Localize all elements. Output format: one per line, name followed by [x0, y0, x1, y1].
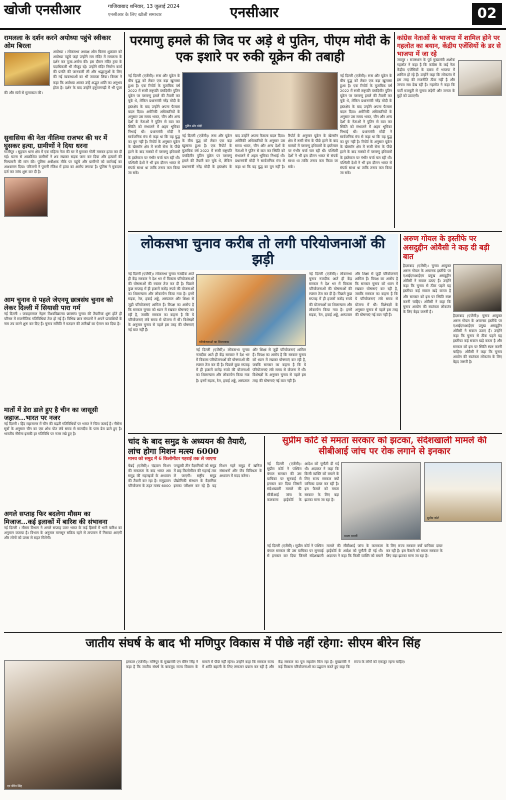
story-headline: जातीय संघर्ष के बाद भी मणिपुर विकास में पीछे नहीं रहेगा: सीएम बीरेन सिंह [85, 636, 421, 650]
story-headline: चांद के बाद समुद्र के अध्ययन की तैयारी, लांच होगा मिशन मत्स्य 6000 [128, 436, 247, 456]
story-birla [4, 34, 122, 132]
story-body: गाजीपुर । सुहवल थाना क्षेत्र में एक महिला नेता की घर में घुसकर गोली मारकर हत्या कर दी गई। घटना से आक्रोशित ग्रामीणों ने शव रखकर सड़क जाम कर दिया और हत्यारों की गिरफ्तारी की मांग की। पुलिस अधीक्षक मौके पर पहुंचे और ग्रामीणों को कार्रवाई का आश्वासन दिया। परिजनों ने पुरानी रंजिश में हत्या का आरोप लगाया है। पुलिस ने मुकदमा दर्ज कर जांच शुरू कर दी है। [4, 150, 122, 175]
story-body-cont: नई दिल्ली (एजेंसी)। सुप्रीम कोर्ट ने पश्चिम बंगाल सरकार की उस याचिका पर सुनवाई से इनकार कर दिया जिसमें संदेशखाली मामले की सीबीआई जांच के कलकत्ता हाईकोर्ट के आदेश को चुनौती दी गई थी। अदालत ने कहा कि किसी व्यक्ति को बचाने के लिए राज्य सरकार क्यों याचिका दायर कर रही है। इस फैसले को ममता सरकार के लिए बड़ा झटका माना जा रहा है। [267, 544, 443, 559]
story-weather [4, 510, 122, 628]
biren-singh-photo [4, 660, 122, 790]
mamata-photo [341, 462, 421, 540]
story-body: जयपुर । राजस्थान के पूर्व मुख्यमंत्री अशोक गहलोत ने कहा है कि कांग्रेस के कई नेता केंद्रीय एजेंसियों के दबाव में भाजपा में शामिल हो रहे हैं। उन्होंने कहा कि लोकतंत्र में इस तरह की राजनीति ठीक नहीं है और जनता सब देख रही है। गहलोत ने कहा कि पार्टी मजबूती से चुनाव लड़ेगी और जनता के मुद्दों को उठाएगी। [397, 58, 455, 98]
projects-photo [196, 274, 306, 346]
story-headline: अगले सप्ताह फिर बदलेगा मौसम का मिजाज...कई इलाकों में बारिश की संभावना [4, 510, 108, 526]
section-title: एनसीआर [230, 5, 279, 21]
story-headline: मातों में डेरा डाले हुए है चीन का जासूसी जहाज...भारत पर नजर [4, 406, 98, 422]
story-matsya [128, 436, 262, 630]
photo-caption: एन बीरेन सिंह [7, 783, 23, 788]
page-number: 02 [472, 3, 502, 25]
story-photo [4, 177, 48, 217]
story-body: नई दिल्ली । हिंद महासागर में चीन की बढ़ती गतिविधियों पर भारत ने चिंता जताई है। नौसेना सूत्रों के अनुसार चीन का एक शोध पोत लंबे समय से मालदीव के पास डेरा डाले हुए है। भारतीय नौसेना इसकी हर गतिविधि पर नजर रखे हुए है। [4, 422, 122, 437]
lead-body-left: नई दिल्ली (एजेंसी)। रूस और यूक्रेन के बीच युद्ध को लेकर एक बड़ा खुलासा हुआ है। एक रिपोर्ट के मुताबिक वर्ष 2022 में रूसी राष्ट्रपति व्लादिमीर पुतिन यूक्रेन पर परमाणु हमले की तैयारी कर चुके थे, लेकिन प्रधानमंत्री नरेंद्र मोदी के हस्तक्षेप के बाद उन्होंने अपना फैसला बदल दिया। अमेरिकी अधिकारियों के अनुसार उस समय भारत, चीन और अन्य देशों के नेताओं ने पुतिन से बात कर स्थिति को संभालने में अहम भूमिका निभाई थी। प्रधानमंत्री मोदी ने सार्वजनिक मंच से कहा था कि यह युद्ध का युग नहीं है। रिपोर्ट के अनुसार यूक्रेन के खेरसॉन क्षेत्र में रूसी सेना के पीछे हटने के बाद मास्को में परमाणु हथियारों के इस्तेमाल पर गंभीर चर्चा चल रही थी। पश्चिमी देशों ने भी इस दौरान भारत से संपर्क साधा था ताकि तनाव कम किया जा सके। [128, 74, 180, 175]
masthead-bar [0, 0, 506, 30]
lead-body: नई दिल्ली (एजेंसी)। रूस और यूक्रेन के बीच युद्ध को लेकर एक बड़ा खुलासा हुआ है। एक रिपोर्ट के मुताबिक वर्ष 2022 में रूसी राष्ट्रपति व्लादिमीर पुतिन यूक्रेन पर परमाणु हमले की तैयारी कर चुके थे, लेकिन प्रधानमंत्री नरेंद्र मोदी के हस्तक्षेप के बाद उन्होंने अपना फैसला बदल दिया। अमेरिकी अधिकारियों के अनुसार उस समय भारत, चीन और अन्य देशों के नेताओं ने पुतिन से बात कर स्थिति को संभालने में अहम भूमिका निभाई थी। प्रधानमंत्री मोदी ने सार्वजनिक मंच से कहा था कि यह युद्ध का युग नहीं है। रिपोर्ट के अनुसार यूक्रेन के खेरसॉन क्षेत्र में रूसी सेना के पीछे हटने के बाद मास्को में परमाणु हथियारों के इस्तेमाल पर गंभीर चर्चा चल रही थी। पश्चिमी देशों ने भी इस दौरान भारत से संपर्क साधा था ताकि तनाव कम किया जा सके। [182, 134, 338, 169]
projects-headline: लोकसभा चुनाव करीब तो लगी परियोजनाओं की झड़ी [140, 236, 386, 268]
story-ship [4, 406, 122, 508]
court-photo [424, 462, 502, 522]
column-divider [394, 32, 395, 228]
story-deck: मानव को समुद्र में 6 किलोमीटर गहराई तक ले जाएगा [128, 457, 217, 462]
projects-body-col1: नई दिल्ली (एजेंसी)। लोकसभा चुनाव नजदीक आते ही केंद्र सरकार ने देश भर में विकास परियोजनाओं की घोषणाओं की रफ्तार तेज कर दी है। पिछले कुछ सप्ताह में ही हजारों करोड़ रुपये की योजनाओं का शिलान्यास और लोकार्पण किया गया है। इनमें सड़क, रेल, हवाई अड्डे, अस्पताल और शिक्षा से जुड़ी परियोजनाएं शामिल हैं। विपक्ष का आरोप है कि सरकार चुनाव को ध्यान में रखकर घोषणाएं कर रही है, जबकि सरकार का कहना है कि ये परियोजनाएं लंबे समय से योजना में थीं। विशेषज्ञों के अनुसार चुनाव से पहले इस तरह की घोषणाएं नई बात नहीं हैं। [128, 272, 194, 333]
lead-story [128, 34, 392, 230]
projects-body-col3: नई दिल्ली (एजेंसी)। लोकसभा चुनाव नजदीक आते ही केंद्र सरकार ने देश भर में विकास परियोजनाओं की घोषणाओं की रफ्तार तेज कर दी है। पिछले कुछ सप्ताह में ही हजारों करोड़ रुपये की योजनाओं का शिलान्यास और लोकार्पण किया गया है। इनमें सड़क, रेल, हवाई अड्डे, अस्पताल और शिक्षा से जुड़ी परियोजनाएं शामिल हैं। विपक्ष का आरोप है कि सरकार चुनाव को ध्यान में रखकर घोषणाएं कर रही है, जबकि सरकार का कहना है कि ये परियोजनाएं लंबे समय से योजना में थीं। विशेषज्ञों के अनुसार चुनाव से पहले इस तरह की घोषणाएं नई बात नहीं हैं। [309, 272, 398, 317]
story-headline: सुप्रीम कोर्ट से ममता सरकार को झटका, संदेशखाली मामले की सीबीआई जांच पर रोक लगाने से इनकार [282, 436, 487, 457]
story-body: नई दिल्ली । जवाहरलाल नेहरू विश्वविद्यालय छात्रसंघ चुनाव की तैयारियां शुरू होते ही परिसर में राजनीतिक गतिविधियां तेज हो गई हैं। विभिन्न छात्र संगठनों ने अपने प्रत्याशियों के नाम तय करने शुरू कर दिए हैं। चुनाव समिति ने मतदान की तारीखों का ऐलान कर दिया है। [4, 312, 122, 327]
story-headline: कांग्रेस नेताओं के भाजपा में शामिल होने पर गहलोत का बयान, केंद्रीय एजेंसियों के डर से भाजपा में जा रहे [397, 34, 501, 58]
story-murder [4, 134, 122, 294]
story-court [267, 436, 502, 630]
column-divider [400, 234, 401, 430]
story-gehlot [397, 34, 502, 228]
story-owaisi [403, 234, 502, 430]
section-rule [4, 632, 502, 633]
photo-caption: ममता बनर्जी [344, 533, 358, 538]
masthead-title: खोजी एनसीआर [4, 3, 81, 18]
column-divider [124, 32, 125, 630]
projects-body-col2: नई दिल्ली (एजेंसी)। लोकसभा चुनाव नजदीक आते ही केंद्र सरकार ने देश भर में विकास परियोजनाओं की घोषणाओं की रफ्तार तेज कर दी है। पिछले कुछ सप्ताह में ही हजारों करोड़ रुपये की योजनाओं का शिलान्यास और लोकार्पण किया गया है। इनमें सड़क, रेल, हवाई अड्डे, अस्पताल और शिक्षा से जुड़ी परियोजनाएं शामिल हैं। विपक्ष का आरोप है कि सरकार चुनाव को ध्यान में रखकर घोषणाएं कर रही है, जबकि सरकार का कहना है कि ये परियोजनाएं लंबे समय से योजना में थीं। विशेषज्ञों के अनुसार चुनाव से पहले इस तरह की घोषणाएं नई बात नहीं हैं। [196, 348, 306, 383]
date-line: गाजियाबाद शनिवार, 13 जुलाई 2024 [108, 4, 180, 10]
lead-body-right: नई दिल्ली (एजेंसी)। रूस और यूक्रेन के बीच युद्ध को लेकर एक बड़ा खुलासा हुआ है। एक रिपोर्ट के मुताबिक वर्ष 2022 में रूसी राष्ट्रपति व्लादिमीर पुतिन यूक्रेन पर परमाणु हमले की तैयारी कर चुके थे, लेकिन प्रधानमंत्री नरेंद्र मोदी के हस्तक्षेप के बाद उन्होंने अपना फैसला बदल दिया। अमेरिकी अधिकारियों के अनुसार उस समय भारत, चीन और अन्य देशों के नेताओं ने पुतिन से बात कर स्थिति को संभालने में अहम भूमिका निभाई थी। प्रधानमंत्री मोदी ने सार्वजनिक मंच से कहा था कि यह युद्ध का युग नहीं है। रिपोर्ट के अनुसार यूक्रेन के खेरसॉन क्षेत्र में रूसी सेना के पीछे हटने के बाद मास्को में परमाणु हथियारों के इस्तेमाल पर गंभीर चर्चा चल रही थी। पश्चिमी देशों ने भी इस दौरान भारत से संपर्क साधा था ताकि तनाव कम किया जा सके। [340, 74, 392, 175]
story-photo [458, 60, 502, 96]
lead-photo-caption: पुतिन और मोदी [185, 123, 203, 128]
story-photo [4, 52, 50, 86]
story-body-cont: हैदराबाद (एजेंसी)। चुनाव आयुक्त अरुण गोयल के अचानक इस्तीफे पर एआईएमआईएम प्रमुख असदुद्दीन ओवैसी ने सवाल उठाए हैं। उन्होंने कहा कि चुनाव से ठीक पहले यह इस्तीफा कई सवाल खड़े करता है और सरकार को इस पर स्थिति स्पष्ट करनी चाहिए। ओवैसी ने कहा कि चुनाव आयोग की स्वतंत्रता लोकतंत्र के लिए बेहद जरूरी है। [453, 314, 502, 364]
lead-headline: परमाणु हमले की जिद पर अड़े थे पुतिन, पीएम मोदी के एक इशारे पर रुकी यूक्रेन की तबाही [129, 34, 391, 65]
lead-photo [182, 72, 338, 130]
story-jnu [4, 296, 122, 404]
column-divider [264, 436, 265, 630]
story-body: नई दिल्ली (एजेंसी)। सुप्रीम कोर्ट ने पश्चिम बंगाल सरकार की उस याचिका पर सुनवाई से इनकार कर दिया जिसमें संदेशखाली मामले की सीबीआई जांच के कलकत्ता हाईकोर्ट के आदेश को चुनौती दी गई थी। अदालत ने कहा कि किसी व्यक्ति को बचाने के लिए राज्य सरकार क्यों याचिका दायर कर रही है। इस फैसले को ममता सरकार के लिए बड़ा झटका माना जा रहा है। [267, 462, 339, 502]
story-photo [453, 264, 502, 312]
projects-story [128, 272, 398, 432]
story-body: इम्फाल (एजेंसी)। मणिपुर के मुख्यमंत्री एन बीरेन सिंह ने कहा है कि जातीय संघर्ष के बावजूद राज्य विकास के मामले में पीछे नहीं रहेगा। उन्होंने कहा कि सरकार राज्य में शांति बहाली के लिए लगातार प्रयास कर रही है और केंद्र सरकार का पूरा सहयोग मिल रहा है। मुख्यमंत्री ने कई विकास परियोजनाओं का उद्घाटन करते हुए कहा कि राज्य के लोगों को एकजुट रहना चाहिए। [126, 660, 406, 670]
sub-line: एनसीआर के लिए खोजी समाचार [108, 13, 162, 18]
manipur-headline-row [4, 635, 502, 657]
story-headline: आम चुनाव से पहले जेएनयू छात्रसंघ चुनाव को लेकर दिल्ली में सियासी पारा गर्म [4, 296, 113, 312]
section-rule [128, 231, 502, 232]
projects-banner [128, 234, 398, 270]
story-headline: सुवासिया की नेता नीलिमा राजभर की घर में घुसकर हत्या, ग्रामीणों ने दिया धरना [4, 134, 108, 150]
manipur-story [126, 660, 502, 792]
projects-photo-caption: परियोजनाओं का शिलान्यास [199, 339, 230, 344]
story-body: अयोध्या । लोकसभा अध्यक्ष ओम बिरला शुक्रवार को अयोध्या पहुंचे जहां उन्होंने राम मंदिर में रामलला के दर्शन कर पूजा-अर्चना की। इस दौरान मंदिर ट्रस्ट के पदाधिकारी भी मौजूद रहे। उन्होंने मंदिर निर्माण कार्य की प्रगति की जानकारी ली और श्रद्धालुओं के लिए की गई व्यवस्थाओं का भी जायजा लिया। बिरला ने कहा कि अयोध्या आकर उन्हें अद्भुत शांति का अनुभव होता है। दर्शन के बाद उन्होंने हनुमानगढ़ी में भी पूजा की और संतों से मुलाकात की। [4, 50, 122, 95]
story-body: चेन्नई (एजेंसी)। चंद्रयान मिशन की सफलता के बाद भारत अब समुद्र की गहराइयों के अध्ययन की तैयारी कर रहा है। समुद्रयान परियोजना के तहत मत्स्य 6000 पनडुब्बी तीन वैज्ञानिकों को समुद्र में छह किलोमीटर की गहराई तक ले जाएगी। राष्ट्रीय समुद्र प्रौद्योगिकी संस्थान के वैज्ञानिक इसका परीक्षण कर रहे हैं। यह मिशन गहरे समुद्र में खनिज संसाधनों और जैव विविधता के अध्ययन में मदद करेगा। [128, 464, 262, 489]
story-body: नई दिल्ली । मौसम विभाग ने अगले सप्ताह उत्तर भारत के कई हिस्सों में भारी बारिश का अनुमान जताया है। विभाग के अनुसार मानसून सक्रिय रहने से तापमान में गिरावट आएगी और लोगों को उमस से राहत मिलेगी। [4, 526, 122, 541]
story-headline: अरुण गोयल के इस्तीफे पर असदुद्दीन ओवैसी ने कह दी बड़ी बात [403, 234, 490, 261]
story-headline: रामलला के दर्शन करने अयोध्या पहुंचे स्वीकार ओम बिरला [4, 34, 111, 50]
section-rule [128, 433, 502, 434]
photo-caption: सुप्रीम कोर्ट [427, 515, 439, 520]
story-body: हैदराबाद (एजेंसी)। चुनाव आयुक्त अरुण गोयल के अचानक इस्तीफे पर एआईएमआईएम प्रमुख असदुद्दीन ओवैसी ने सवाल उठाए हैं। उन्होंने कहा कि चुनाव से ठीक पहले यह इस्तीफा कई सवाल खड़े करता है और सरकार को इस पर स्थिति स्पष्ट करनी चाहिए। ओवैसी ने कहा कि चुनाव आयोग की स्वतंत्रता लोकतंत्र के लिए बेहद जरूरी है। [403, 264, 451, 314]
